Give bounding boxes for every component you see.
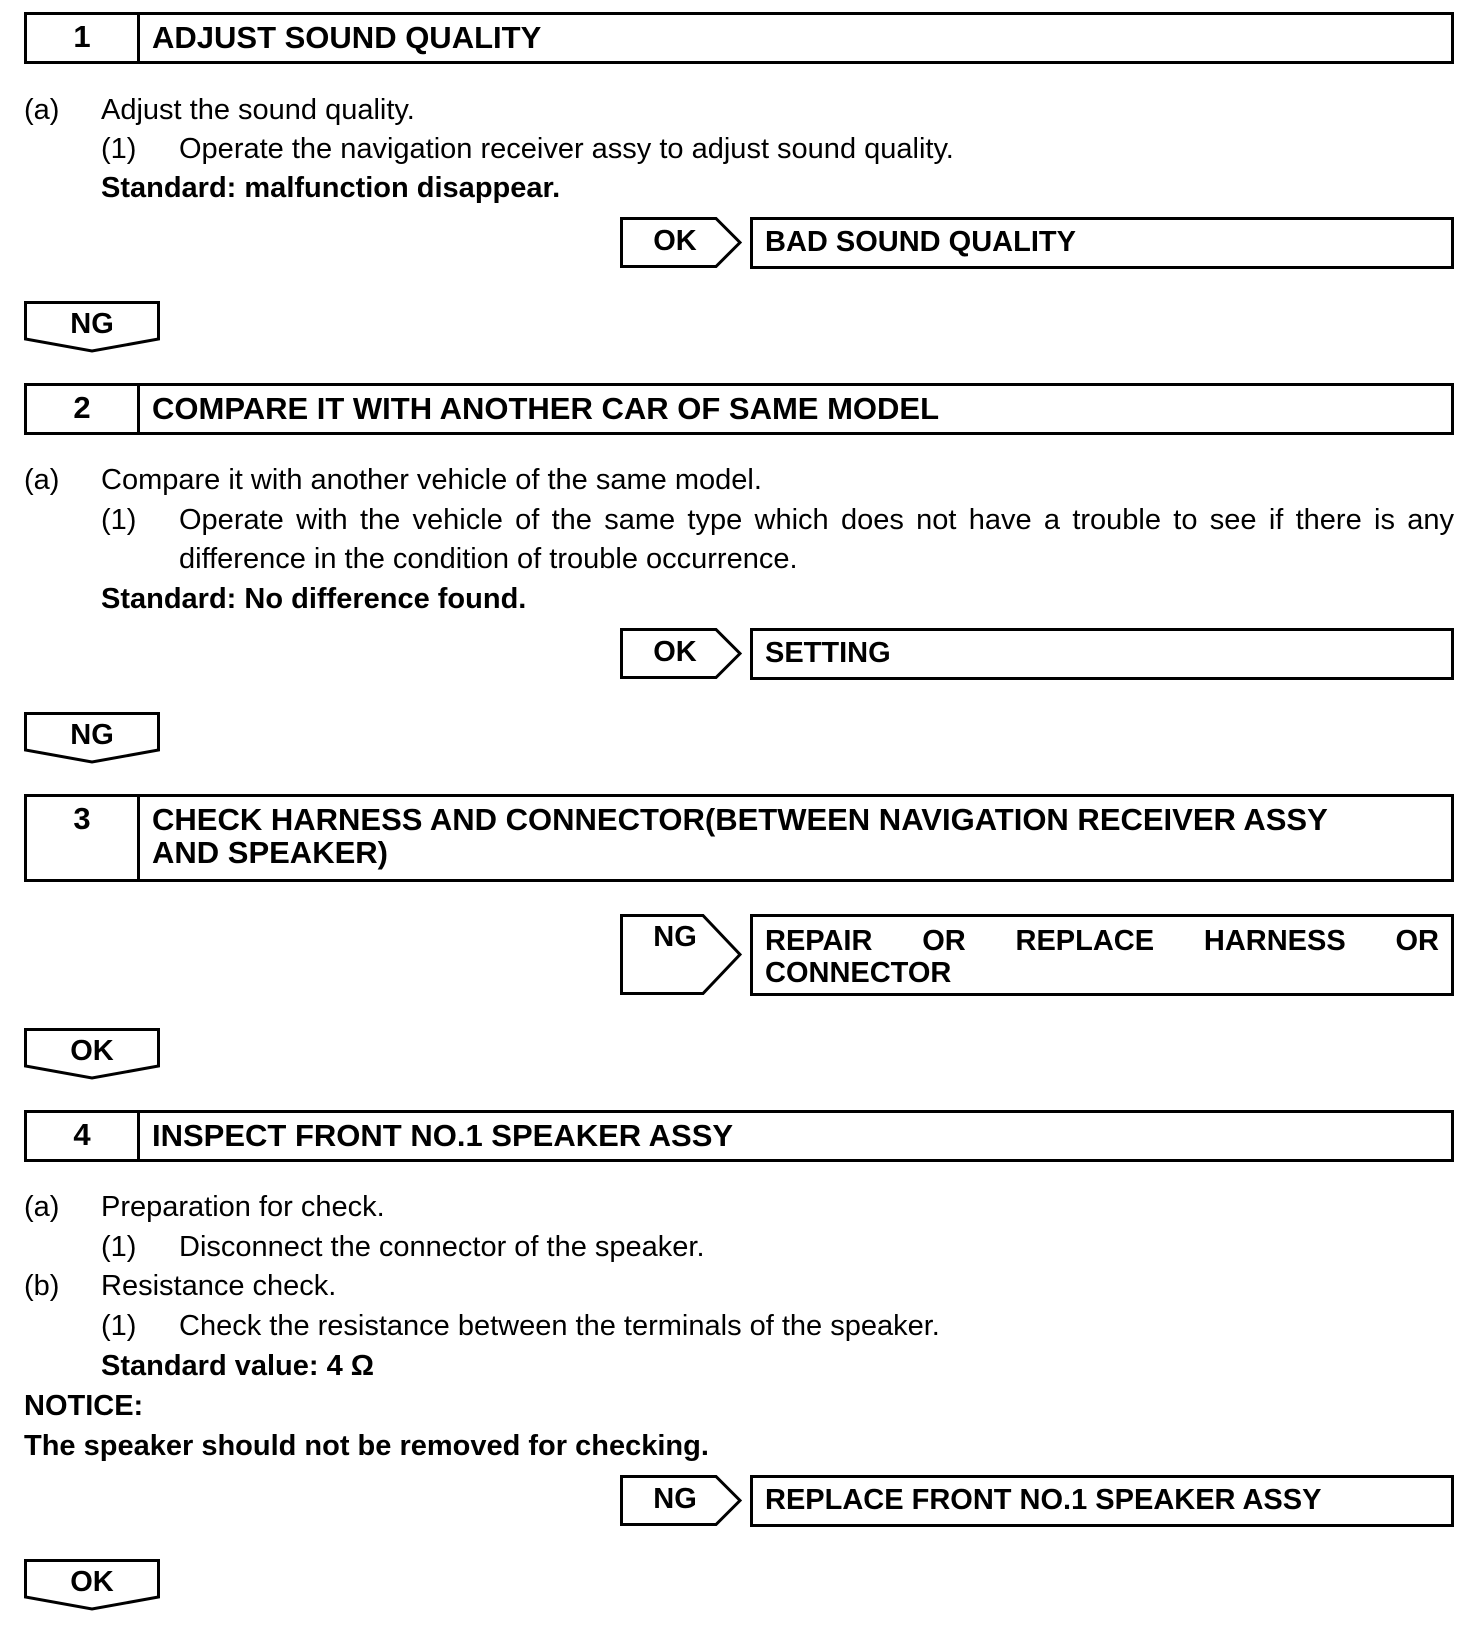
step-4-b-sub1-text: Check the resistance between the terminals of the speaker.: [179, 1310, 940, 1342]
step-4-b-sub1-label: (1): [101, 1310, 137, 1342]
step-2-down-label: NG: [70, 719, 114, 751]
step-3-title-line1: CHECK HARNESS AND CONNECTOR(BETWEEN NAVIGATION RECEIVER ASSY: [152, 802, 1328, 837]
step-1-number: 1: [27, 15, 140, 61]
step-4-b-text: Resistance check.: [101, 1270, 337, 1302]
step-2-sub1-text-line1: Operate with the vehicle of the same type which does not have a trouble to see if there is any: [179, 504, 1454, 536]
step-4-branch-label: NG: [653, 1483, 697, 1515]
step-4-b-label: (b): [24, 1270, 60, 1302]
step-4-a-sub1-text: Disconnect the connector of the speaker.: [179, 1231, 705, 1263]
step-4-down-label: OK: [70, 1566, 114, 1598]
step-4-result-text: REPLACE FRONT NO.1 SPEAKER ASSY: [765, 1484, 1322, 1516]
step-2-standard: Standard: No difference found.: [101, 583, 527, 615]
step-3-header: [24, 794, 1454, 882]
step-2-result-box: [750, 628, 1454, 680]
step-2-sub1-text-line2: difference in the condition of trouble occurrence.: [179, 543, 798, 575]
step-4-header: [24, 1110, 1454, 1162]
step-1-standard: Standard: malfunction disappear.: [101, 172, 561, 204]
step-3-number: 3: [27, 797, 140, 879]
step-3-result-box: [750, 914, 1454, 996]
step-2-sub1-label: (1): [101, 504, 137, 536]
step-4-notice-text: The speaker should not be removed for checking.: [24, 1430, 709, 1462]
step-3-result-line1: REPAIR OR REPLACE HARNESS OR: [765, 925, 1439, 957]
step-2-result-text: SETTING: [765, 637, 891, 669]
step-2-branch-label: OK: [653, 636, 697, 668]
step-1-a-label: (a): [24, 94, 60, 126]
step-4-a-sub1-label: (1): [101, 1231, 137, 1263]
step-4-number: 4: [27, 1113, 140, 1159]
step-3-title: [140, 797, 1451, 879]
step-1-down-label: NG: [70, 308, 114, 340]
step-1-a-text: Adjust the sound quality.: [101, 94, 415, 126]
step-4-standard: Standard value: 4 Ω: [101, 1350, 375, 1382]
step-1-title: ADJUST SOUND QUALITY: [152, 20, 542, 55]
step-2-a-label: (a): [24, 464, 60, 496]
step-4-title: INSPECT FRONT NO.1 SPEAKER ASSY: [152, 1118, 734, 1153]
step-1-result-box: [750, 217, 1454, 269]
step-3-down-label: OK: [70, 1035, 114, 1067]
step-2-title: COMPARE IT WITH ANOTHER CAR OF SAME MODEL: [152, 391, 940, 426]
step-1-branch-label: OK: [653, 225, 697, 257]
step-4-a-text: Preparation for check.: [101, 1191, 385, 1223]
step-4-result-box: [750, 1475, 1454, 1527]
step-3-branch-label: NG: [653, 921, 697, 953]
step-3-result-line2: CONNECTOR: [765, 957, 952, 989]
step-1-sub1-label: (1): [101, 133, 137, 165]
step-4-notice-title: NOTICE:: [24, 1390, 144, 1422]
step-3-title-line2: AND SPEAKER): [152, 835, 388, 870]
step-2-a-text: Compare it with another vehicle of the same model.: [101, 464, 762, 496]
step-4-a-label: (a): [24, 1191, 60, 1223]
step-2-number: 2: [27, 386, 140, 432]
step-1-sub1-text: Operate the navigation receiver assy to adjust sound quality.: [179, 133, 954, 165]
step-1-result-text: BAD SOUND QUALITY: [765, 226, 1076, 258]
step-2-header: [24, 383, 1454, 435]
step-1-header: [24, 12, 1454, 64]
